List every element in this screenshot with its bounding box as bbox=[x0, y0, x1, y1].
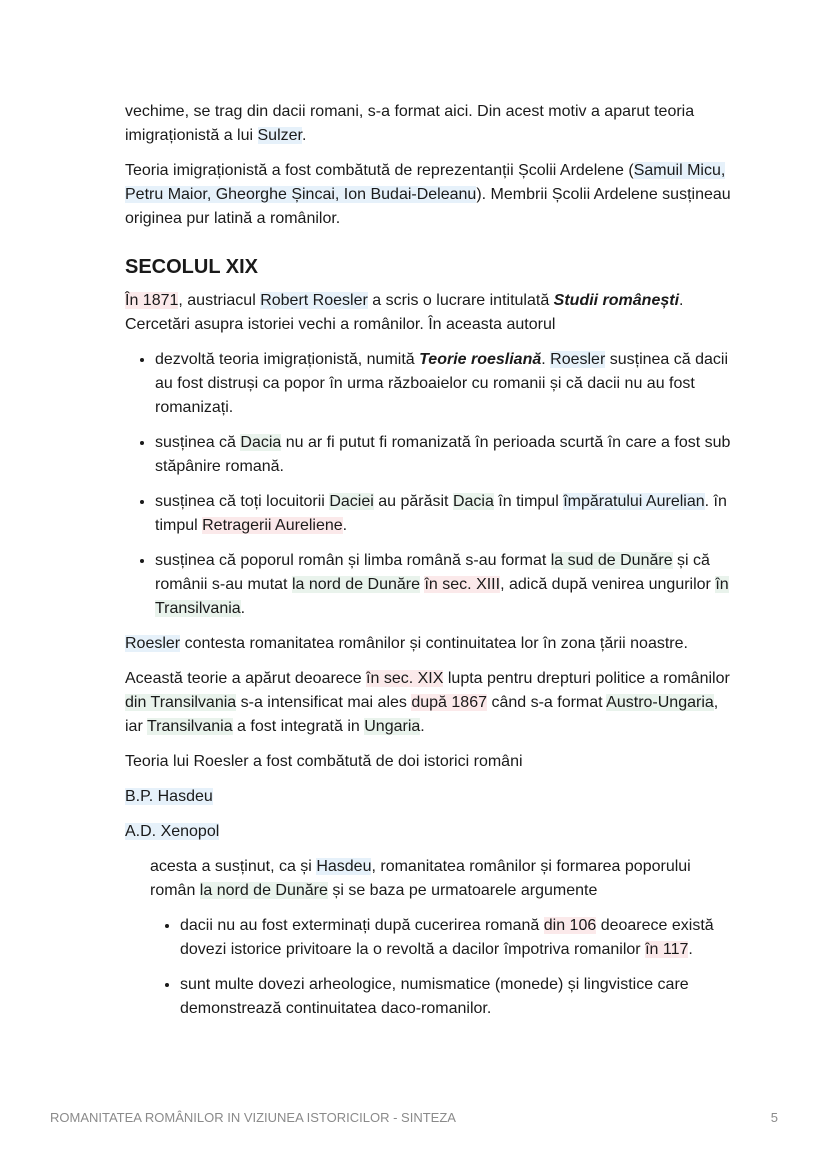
text-run: a scris o lucrare intitulată bbox=[367, 292, 554, 309]
paragraph bbox=[125, 632, 735, 656]
highlight-pink-text: după 1867 bbox=[411, 694, 487, 711]
bold-italic-title: Studii românești bbox=[553, 292, 680, 309]
highlight-green-text: Dacia bbox=[452, 493, 494, 510]
paragraph bbox=[125, 159, 735, 231]
highlight-green-text: Transilvania bbox=[146, 718, 233, 735]
page-number: 5 bbox=[770, 1110, 778, 1125]
text-run: lupta pentru drepturi politice a românilor bbox=[443, 670, 730, 687]
text-run: . bbox=[688, 941, 693, 958]
highlight-green-text: din Transilvania bbox=[125, 694, 237, 711]
bullet-list bbox=[150, 914, 735, 1021]
text-run: și se baza pe urmatoarele argumente bbox=[327, 882, 598, 899]
text-run: , austriacul bbox=[178, 292, 261, 309]
document-body bbox=[125, 100, 735, 1032]
text-run: ). Membrii Școlii Ardelene susțineau originea pur latină a românilor. bbox=[125, 186, 731, 227]
paragraph bbox=[125, 289, 735, 337]
list-item bbox=[155, 348, 735, 420]
highlight-blue-text: Hasdeu bbox=[316, 858, 372, 875]
text-run: Această teorie a apărut deoarece bbox=[125, 670, 367, 687]
text-run: . Cercetări asupra istoriei vechi a românilor. În aceasta autorul bbox=[125, 292, 684, 333]
paragraph bbox=[125, 750, 735, 774]
highlight-green-text: Dacia bbox=[240, 434, 282, 451]
highlight-blue-text: Robert Roesler bbox=[260, 292, 368, 309]
text-run: SECOLUL XIX bbox=[125, 256, 258, 278]
text-run: susținea că bbox=[155, 434, 241, 451]
text-run: dacii nu au fost exterminați după cucerirea romană bbox=[180, 917, 544, 934]
highlight-green-text: în Transilvania bbox=[155, 576, 729, 617]
text-run: contesta romanitatea românilor și continuitatea lor în zona țării noastre. bbox=[180, 635, 688, 652]
list-item bbox=[180, 973, 735, 1021]
bullet-list bbox=[125, 348, 735, 621]
highlight-pink-text: în 117 bbox=[645, 941, 689, 958]
highlight-blue-text: Roesler bbox=[550, 351, 606, 368]
highlight-pink-text: Retragerii Aureliene bbox=[202, 517, 343, 534]
text-run: în timpul bbox=[493, 493, 564, 510]
highlight-green-text: la nord de Dunăre bbox=[199, 882, 328, 899]
highlight-green-text: Ungaria bbox=[364, 718, 421, 735]
text-run: susținea că dacii au fost distruși ca popor în urma războaielor cu romanii și că dacii nu au fost romanizați. bbox=[155, 351, 729, 416]
text-run: s-a intensificat mai ales bbox=[236, 694, 412, 711]
text-run: . bbox=[301, 127, 307, 144]
text-run: , romanitatea românilor și formarea poporului român bbox=[150, 858, 691, 899]
highlight-green-text: la nord de Dunăre bbox=[291, 576, 421, 593]
paragraph bbox=[125, 820, 735, 844]
highlight-blue-text: Sulzer bbox=[257, 127, 302, 144]
text-run: Teoria imigraționistă a fost combătută de reprezentanții Școlii Ardelene ( bbox=[125, 162, 634, 179]
text-run: a fost integrată in bbox=[232, 718, 365, 735]
text-run: nu ar fi putut fi romanizată în perioada scurtă în care a fost sub stăpânire romană. bbox=[155, 434, 731, 475]
text-run: vechime, se trag din dacii romani, s-a format aici. Din acest motiv a aparut teoria imigraționistă a lui bbox=[125, 103, 695, 144]
list-item bbox=[180, 914, 735, 962]
footer-title: ROMANITATEA ROMÂNILOR IN VIZIUNEA ISTORICILOR - SINTEZA bbox=[50, 1110, 456, 1125]
paragraph bbox=[125, 785, 735, 809]
text-run: . bbox=[420, 718, 425, 735]
paragraph bbox=[150, 855, 735, 903]
paragraph bbox=[125, 100, 735, 148]
list-item bbox=[155, 431, 735, 479]
text-run: susținea că toți locuitorii bbox=[155, 493, 330, 510]
highlight-green-text: Daciei bbox=[329, 493, 374, 510]
highlight-pink-text: în sec. XIII bbox=[424, 576, 501, 593]
highlight-pink-text: În 1871 bbox=[125, 292, 179, 309]
highlight-blue-text: B.P. Hasdeu bbox=[125, 788, 213, 805]
text-run: susținea că poporul român și limba română s-au format bbox=[155, 552, 551, 569]
text-run: sunt multe dovezi arheologice, numismatice (monede) și lingvistice care demonstrează continuitatea daco-romanilor. bbox=[180, 976, 689, 1017]
highlight-blue-text: Roesler bbox=[125, 635, 181, 652]
highlight-green-text: Austro-Ungaria bbox=[606, 694, 714, 711]
bold-italic-title: Teorie roesliană bbox=[419, 351, 542, 368]
highlight-green-text: la sud de Dunăre bbox=[550, 552, 673, 569]
highlight-blue-text: Samuil Micu, Petru Maior, Gheorghe Șincai, Ion Budai-Deleanu bbox=[125, 162, 726, 203]
list-item bbox=[155, 549, 735, 621]
highlight-blue-text: A.D. Xenopol bbox=[125, 823, 220, 840]
page-footer bbox=[50, 1110, 778, 1125]
highlight-pink-text: din 106 bbox=[543, 917, 597, 934]
text-run: Teoria lui Roesler a fost combătută de doi istorici români bbox=[125, 753, 523, 770]
section-heading bbox=[125, 253, 735, 281]
text-run: . bbox=[240, 600, 246, 617]
list-item bbox=[155, 490, 735, 538]
text-run: și că românii s-au mutat bbox=[155, 552, 710, 593]
highlight-pink-text: în sec. XIX bbox=[366, 670, 444, 687]
text-run: dezvoltă teoria imigraționistă, numită bbox=[155, 351, 420, 368]
text-run: . bbox=[541, 351, 551, 368]
text-run: au părăsit bbox=[373, 493, 453, 510]
text-run: când s-a format bbox=[487, 694, 607, 711]
text-run: . în timpul bbox=[155, 493, 727, 534]
text-run: , adică după venirea ungurilor bbox=[500, 576, 716, 593]
text-run: . bbox=[342, 517, 348, 534]
text-run: acesta a susținut, ca și bbox=[150, 858, 317, 875]
text-run: deoarece există dovezi istorice privitoare la o revoltă a dacilor împotriva romanilor bbox=[180, 917, 714, 958]
highlight-blue-text: împăratului Aurelian bbox=[563, 493, 705, 510]
text-run: , iar bbox=[125, 694, 719, 735]
paragraph bbox=[125, 667, 735, 739]
